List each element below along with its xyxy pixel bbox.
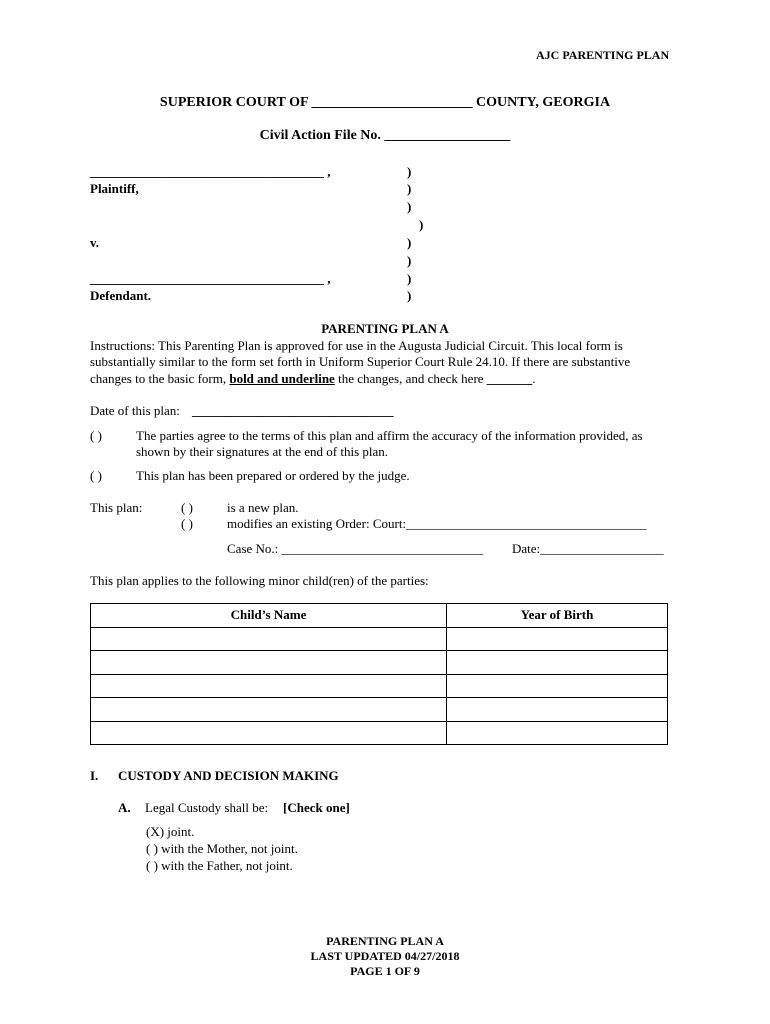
civil-action-file-no: Civil Action File No. __________________	[259, 128, 511, 143]
year-of-birth-cell[interactable]	[447, 674, 668, 698]
instructions-period: .	[532, 371, 536, 386]
instructions-text: changes to the basic form,	[90, 371, 227, 386]
subsection-letter: A.	[118, 800, 131, 815]
caption-paren: )	[419, 217, 424, 232]
table-row	[91, 698, 668, 722]
caption-paren: )	[407, 253, 412, 268]
instructions-line-3	[90, 371, 536, 387]
plaintiff-label: Plaintiff,	[90, 181, 139, 196]
child-name-cell[interactable]	[91, 674, 447, 698]
plaintiff-name-blank[interactable]: ____________________________________ ,	[90, 164, 331, 179]
footer-page-number: PAGE 1 OF 9	[350, 964, 420, 978]
child-name-cell[interactable]	[91, 627, 447, 651]
agree-text-line-2: shown by their signatures at the end of this plan.	[136, 444, 389, 459]
custody-option-joint[interactable]: (X) joint.	[146, 824, 195, 839]
judge-checkbox[interactable]: ( )	[90, 468, 102, 483]
modifies-checkbox[interactable]: ( )	[181, 516, 193, 531]
new-plan-text: is a new plan.	[227, 500, 299, 515]
judge-text: This plan has been prepared or ordered by the judge.	[136, 468, 410, 483]
agree-text-line-1: The parties agree to the terms of this plan and affirm the accuracy of the information provided, as	[136, 428, 643, 443]
caption-paren: )	[407, 181, 412, 196]
agree-checkbox[interactable]: ( )	[90, 428, 102, 443]
this-plan-label: This plan:	[90, 500, 143, 515]
children-intro: This plan applies to the following minor child(ren) of the parties:	[90, 573, 429, 588]
section-number: I.	[90, 768, 99, 783]
children-table	[90, 603, 668, 745]
custody-option-father[interactable]: ( ) with the Father, not joint.	[146, 858, 293, 873]
defendant-label: Defendant.	[90, 288, 152, 303]
running-header: AJC PARENTING PLAN	[536, 48, 670, 62]
instructions-text: the changes, and check here	[338, 371, 484, 386]
date-of-plan-field[interactable]: _______________________________	[192, 403, 394, 418]
year-of-birth-cell[interactable]	[447, 721, 668, 745]
section-title: CUSTODY AND DECISION MAKING	[118, 768, 339, 783]
table-row	[91, 627, 668, 651]
caption-paren: )	[407, 288, 412, 303]
child-name-cell[interactable]	[91, 698, 447, 722]
caption-paren: )	[407, 164, 412, 179]
child-name-cell[interactable]	[91, 651, 447, 675]
order-date-field[interactable]: Date:___________________	[512, 541, 664, 556]
check-one-instruction: [Check one]	[283, 800, 350, 815]
column-header-year-of-birth: Year of Birth	[447, 604, 668, 628]
caption-paren: )	[407, 271, 412, 286]
new-plan-checkbox[interactable]: ( )	[181, 500, 193, 515]
table-header-row	[91, 604, 668, 628]
court-line: SUPERIOR COURT OF _______________________ COUNTY, GEORGIA	[159, 95, 611, 110]
table-row	[91, 674, 668, 698]
custody-option-mother[interactable]: ( ) with the Mother, not joint.	[146, 841, 298, 856]
instructions-line-1: Instructions: This Parenting Plan is approved for use in the Augusta Judicial Circuit. This local form is	[90, 338, 623, 353]
case-no-field[interactable]: Case No.: _______________________________	[227, 541, 484, 556]
column-header-child-name: Child’s Name	[91, 604, 447, 628]
caption-paren: )	[407, 199, 412, 214]
year-of-birth-cell[interactable]	[447, 698, 668, 722]
year-of-birth-cell[interactable]	[447, 651, 668, 675]
versus-label: v.	[90, 235, 100, 250]
bold-underline-emphasis: bold and underline	[229, 371, 335, 386]
plan-title: PARENTING PLAN A	[321, 321, 449, 336]
modifies-court-field[interactable]: modifies an existing Order: Court:_____________________________________	[227, 516, 647, 531]
footer-last-updated: LAST UPDATED 04/27/2018	[310, 949, 460, 963]
year-of-birth-cell[interactable]	[447, 627, 668, 651]
table-row	[91, 651, 668, 675]
defendant-name-blank[interactable]: ____________________________________ ,	[90, 271, 331, 286]
caption-paren: )	[407, 235, 412, 250]
date-of-plan-label: Date of this plan:	[90, 403, 180, 418]
check-here-blank[interactable]: _______	[486, 371, 533, 386]
child-name-cell[interactable]	[91, 721, 447, 745]
footer-title: PARENTING PLAN A	[326, 934, 444, 948]
legal-custody-label: Legal Custody shall be:	[145, 800, 269, 815]
table-row	[91, 721, 668, 745]
instructions-line-2: substantially similar to the form set forth in Uniform Superior Court Rule 24.10. If there are substantive	[90, 354, 631, 369]
